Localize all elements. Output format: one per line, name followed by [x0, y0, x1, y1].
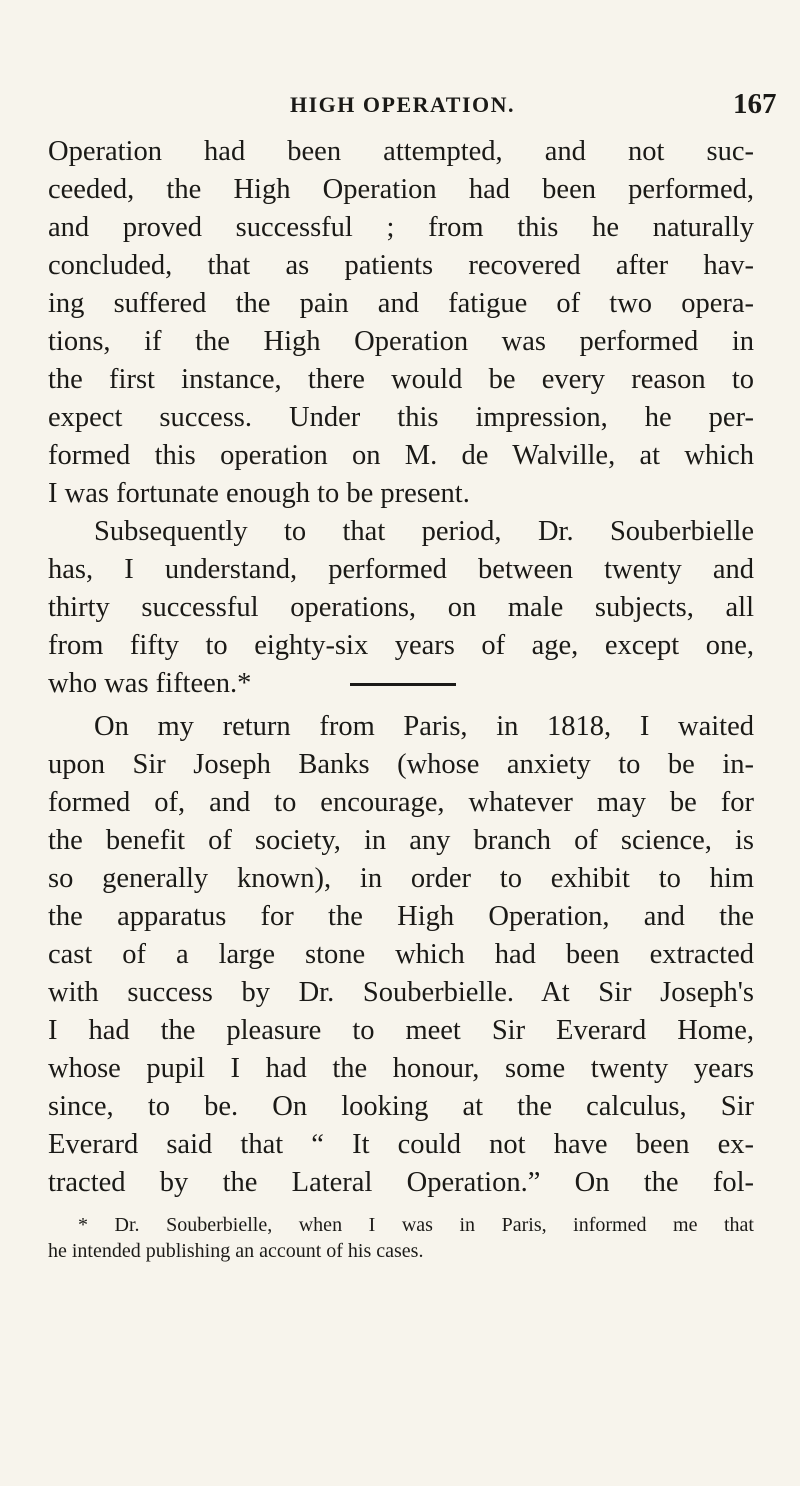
footnote-line: * Dr. Souberbielle, when I was in Paris, informed me that [78, 1214, 754, 1236]
text-line: On my return from Paris, in 1818, I waited [94, 711, 754, 742]
text-line: concluded, that as patients recovered after hav- [48, 250, 754, 281]
text-line: and proved successful ; from this he naturally [48, 212, 754, 243]
footnote-line: he intended publishing an account of his cases. [48, 1240, 424, 1262]
text-line: formed this operation on M. de Walville, at which [48, 440, 754, 471]
text-line: whose pupil I had the honour, some twenty years [48, 1053, 754, 1084]
text-line: since, to be. On looking at the calculus, Sir [48, 1091, 754, 1122]
text-line: the apparatus for the High Operation, and the [48, 901, 754, 932]
text-line: formed of, and to encourage, whatever may be for [48, 787, 754, 818]
text-line: I had the pleasure to meet Sir Everard Home, [48, 1015, 754, 1046]
text-line: who was fifteen.* [48, 668, 252, 699]
text-line: cast of a large stone which had been extracted [48, 939, 754, 970]
text-line: ing suffered the pain and fatigue of two opera- [48, 288, 754, 319]
text-line: ceeded, the High Operation had been performed, [48, 174, 754, 205]
text-line: I was fortunate enough to be present. [48, 478, 470, 509]
text-line: tracted by the Lateral Operation.” On the fol- [48, 1167, 754, 1198]
text-line: from fifty to eighty-six years of age, except one, [48, 630, 754, 661]
text-line: expect success. Under this impression, he per- [48, 402, 754, 433]
text-line: has, I understand, performed between twenty and [48, 554, 754, 585]
page-number: 167 [733, 88, 777, 120]
text-line: Everard said that “ It could not have been ex- [48, 1129, 754, 1160]
text-line: so generally known), in order to exhibit to him [48, 863, 754, 894]
text-line: upon Sir Joseph Banks (whose anxiety to be in- [48, 749, 754, 780]
running-head: HIGH OPERATION. [290, 92, 516, 117]
text-line: tions, if the High Operation was performed in [48, 326, 754, 357]
section-divider [350, 683, 456, 686]
text-line: the first instance, there would be every reason to [48, 364, 754, 395]
text-line: Subsequently to that period, Dr. Souberbielle [94, 516, 754, 547]
text-line: thirty successful operations, on male subjects, all [48, 592, 754, 623]
text-line: with success by Dr. Souberbielle. At Sir Joseph's [48, 977, 754, 1008]
text-line: Operation had been attempted, and not suc- [48, 136, 754, 167]
text-line: the benefit of society, in any branch of science, is [48, 825, 754, 856]
